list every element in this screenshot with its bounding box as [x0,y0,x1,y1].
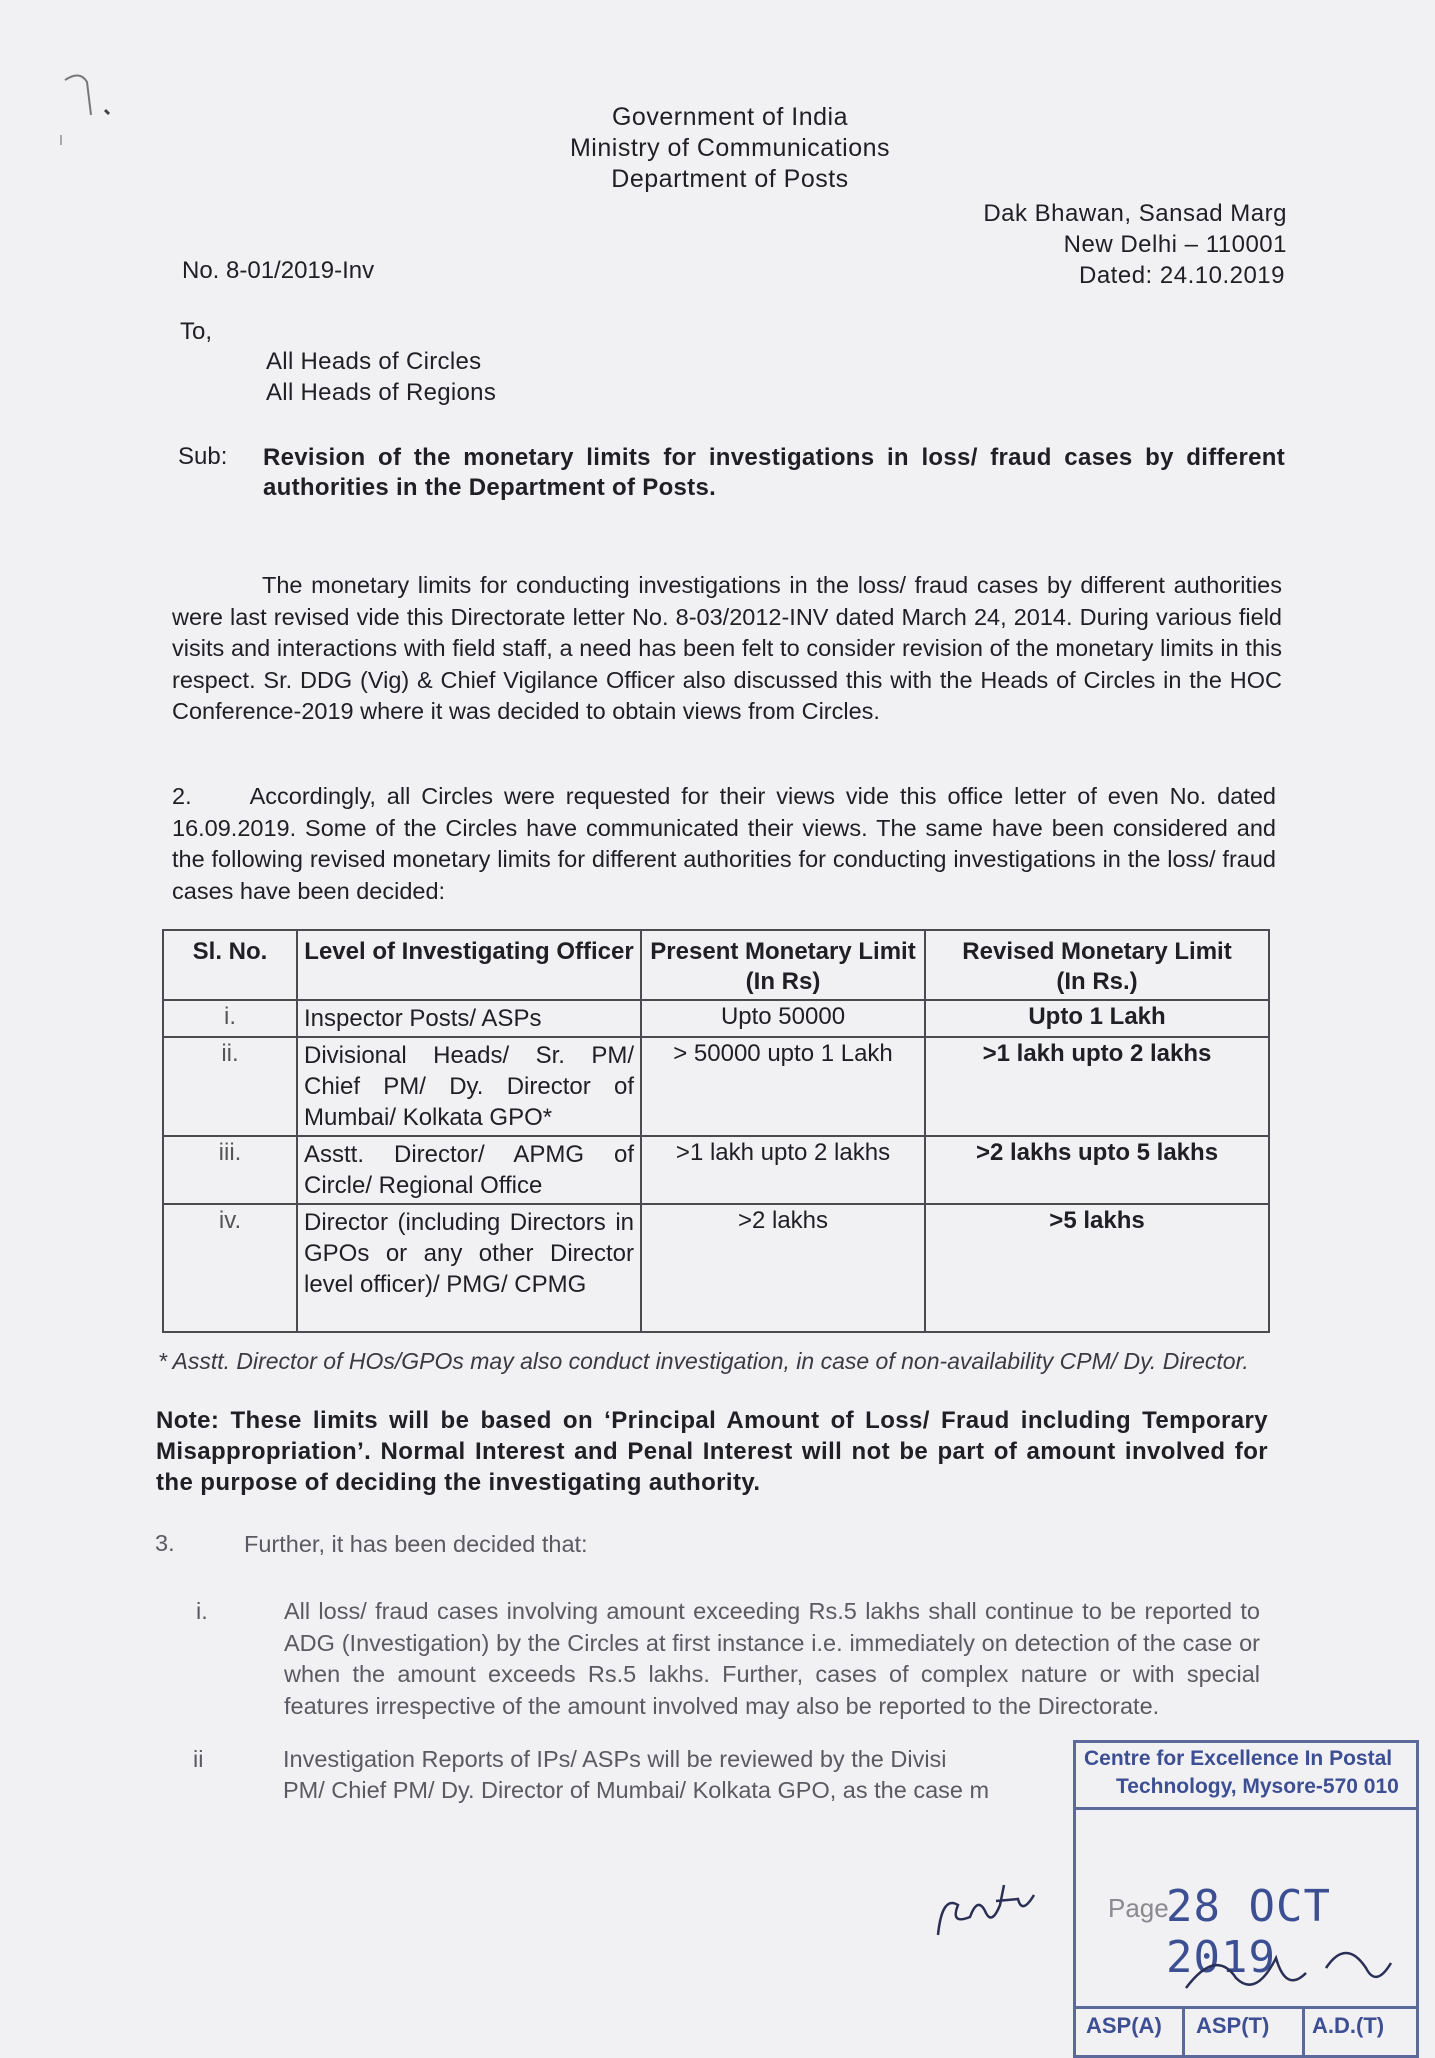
row-1-present: Upto 50000 [641,1000,925,1037]
row-3-sl: iii. [163,1136,297,1204]
row-4-revised: >5 lakhs [925,1204,1269,1332]
monetary-limits-table [162,929,1270,1333]
address-line-1: Dak Bhawan, Sansad Marg [983,200,1287,227]
handwritten-initials-icon [930,1865,1050,1945]
table-row [163,1000,1269,1037]
dated-line: Dated: 24.10.2019 [1079,262,1285,289]
header-line-government: Government of India [611,103,848,131]
page-label: Page [1108,1893,1169,1923]
stamp-date: 28 OCT 2019 [1166,1881,1331,1983]
row-1-sl: i. [163,1000,297,1037]
paragraph-3-intro: Further, it has been decided that: [244,1531,588,1557]
header-present-limit [641,930,925,1000]
paragraph-2 [172,781,1276,907]
stamp-line-1: Centre for Excellence In Postal [1084,1747,1393,1770]
stamp-divider [1182,2009,1185,2055]
row-2-present: > 50000 upto 1 Lakh [641,1037,925,1136]
table-row [163,1204,1269,1332]
to-line-1: All Heads of Circles [266,348,482,375]
paragraph-3-number: 3. [155,1530,175,1556]
header-revised-limit-unit: (In Rs.) [1056,968,1138,995]
item-ii-text-line-1: Investigation Reports of IPs/ ASPs will be reviewed by the Divisi [283,1746,947,1772]
row-1-revised: Upto 1 Lakh [925,1000,1269,1037]
header-revised-limit-label: Revised Monetary Limit [962,938,1232,965]
to-label: To, [180,318,213,345]
row-3-present: >1 lakh upto 2 lakhs [641,1136,925,1204]
header-present-limit-unit: (In Rs) [745,968,821,995]
stamp-cell-asp-a: ASP(A) [1086,2013,1162,2038]
row-4-level: Director (including Directors in GPOs or any other Director level officer)/ PMG/ CPMG [297,1204,641,1332]
item-ii-text-line-2: PM/ Chief PM/ Dy. Director of Mumbai/ Kolkata GPO, as the case m [283,1777,990,1803]
table-footnote: * Asstt. Director of HOs/GPOs may also conduct investigation, in case of non-availability CPM/ Dy. Director. [158,1348,1249,1374]
row-2-level: Divisional Heads/ Sr. PM/ Chief PM/ Dy. Director of Mumbai/ Kolkata GPO* [297,1037,641,1136]
header-level: Level of Investigating Officer [297,930,641,1000]
stamp-line-2: Technology, Mysore-570 010 [1116,1775,1399,1798]
stamp-cell-ad-t: A.D.(T) [1312,2013,1385,2038]
receipt-stamp [1073,1740,1419,2058]
subject-label: Sub: [178,443,228,470]
row-1-level: Inspector Posts/ ASPs [297,1000,641,1037]
row-2-sl: ii. [163,1037,297,1136]
subject-text: Revision of the monetary limits for investigations in loss/ fraud cases by different authorities in the Department of Posts. [263,444,1285,501]
paragraph-2-text: Accordingly, all Circles were requested for their views vide this office letter of even No. dated 16.09.2019. Some of the Circles have communicated their views. The same have been considered and the following revised monetary limits for different authorities for conducting investigations in the loss/ fraud cases have been decided: [172,783,1276,904]
item-ii-number: ii [193,1746,204,1772]
row-3-level: Asstt. Director/ APMG of Circle/ Regional Office [297,1136,641,1204]
stamp-cell-asp-t: ASP(T) [1196,2013,1270,2038]
header-sl-no: Sl. No. [163,930,297,1000]
header-line-department: Department of Posts [611,165,849,193]
to-line-2: All Heads of Regions [266,379,497,406]
row-2-revised: >1 lakh upto 2 lakhs [925,1037,1269,1136]
table-row [163,1037,1269,1136]
header-line-ministry: Ministry of Communications [569,134,891,162]
item-i-number: i. [196,1598,208,1624]
row-4-present: >2 lakhs [641,1204,925,1332]
paragraph-2-number: 2. [172,783,192,809]
stamp-divider [1302,2009,1305,2055]
reference-number: No. 8-01/2019-Inv [182,257,375,284]
paragraph-1: The monetary limits for conducting investigations in the loss/ fraud cases by different authorities were last revised vide this Directorate letter No. 8-03/2012-INV dated March 24, 2014. During various field visits and interactions with field staff, a need has been felt to consider revision of the monetary limits in this respect. Sr. DDG (Vig) & Chief Vigilance Officer also discussed this with the Heads of Circles in the HOC Conference-2019 where it was decided to obtain views from Circles. [172,572,1282,724]
note-text: Note: These limits will be based on ‘Principal Amount of Loss/ Fraud including Temporary Misappropriation’. Normal Interest and Penal Interest will not be part of amount involved for the purpose of deciding the investigating authority. [156,1407,1268,1496]
item-i-text: All loss/ fraud cases involving amount exceeding Rs.5 lakhs shall continue to be reported to ADG (Investigation) by the Circles at first instance i.e. immediately on detection of the case or when the amount exceeds Rs.5 lakhs. Further, cases of complex nature or with special features irrespective of the amount involved may also be reported to the Directorate. [284,1598,1260,1719]
table-row [163,1136,1269,1204]
header-revised-limit [925,930,1269,1000]
address-line-2: New Delhi – 110001 [1063,231,1287,258]
row-4-sl: iv. [163,1204,297,1332]
stamp-signature-icon [1176,1938,1406,2008]
header-present-limit-label: Present Monetary Limit [650,938,916,965]
stamp-header [1076,1743,1416,1810]
row-3-revised: >2 lakhs upto 5 lakhs [925,1136,1269,1204]
table-header-row [163,930,1269,1000]
